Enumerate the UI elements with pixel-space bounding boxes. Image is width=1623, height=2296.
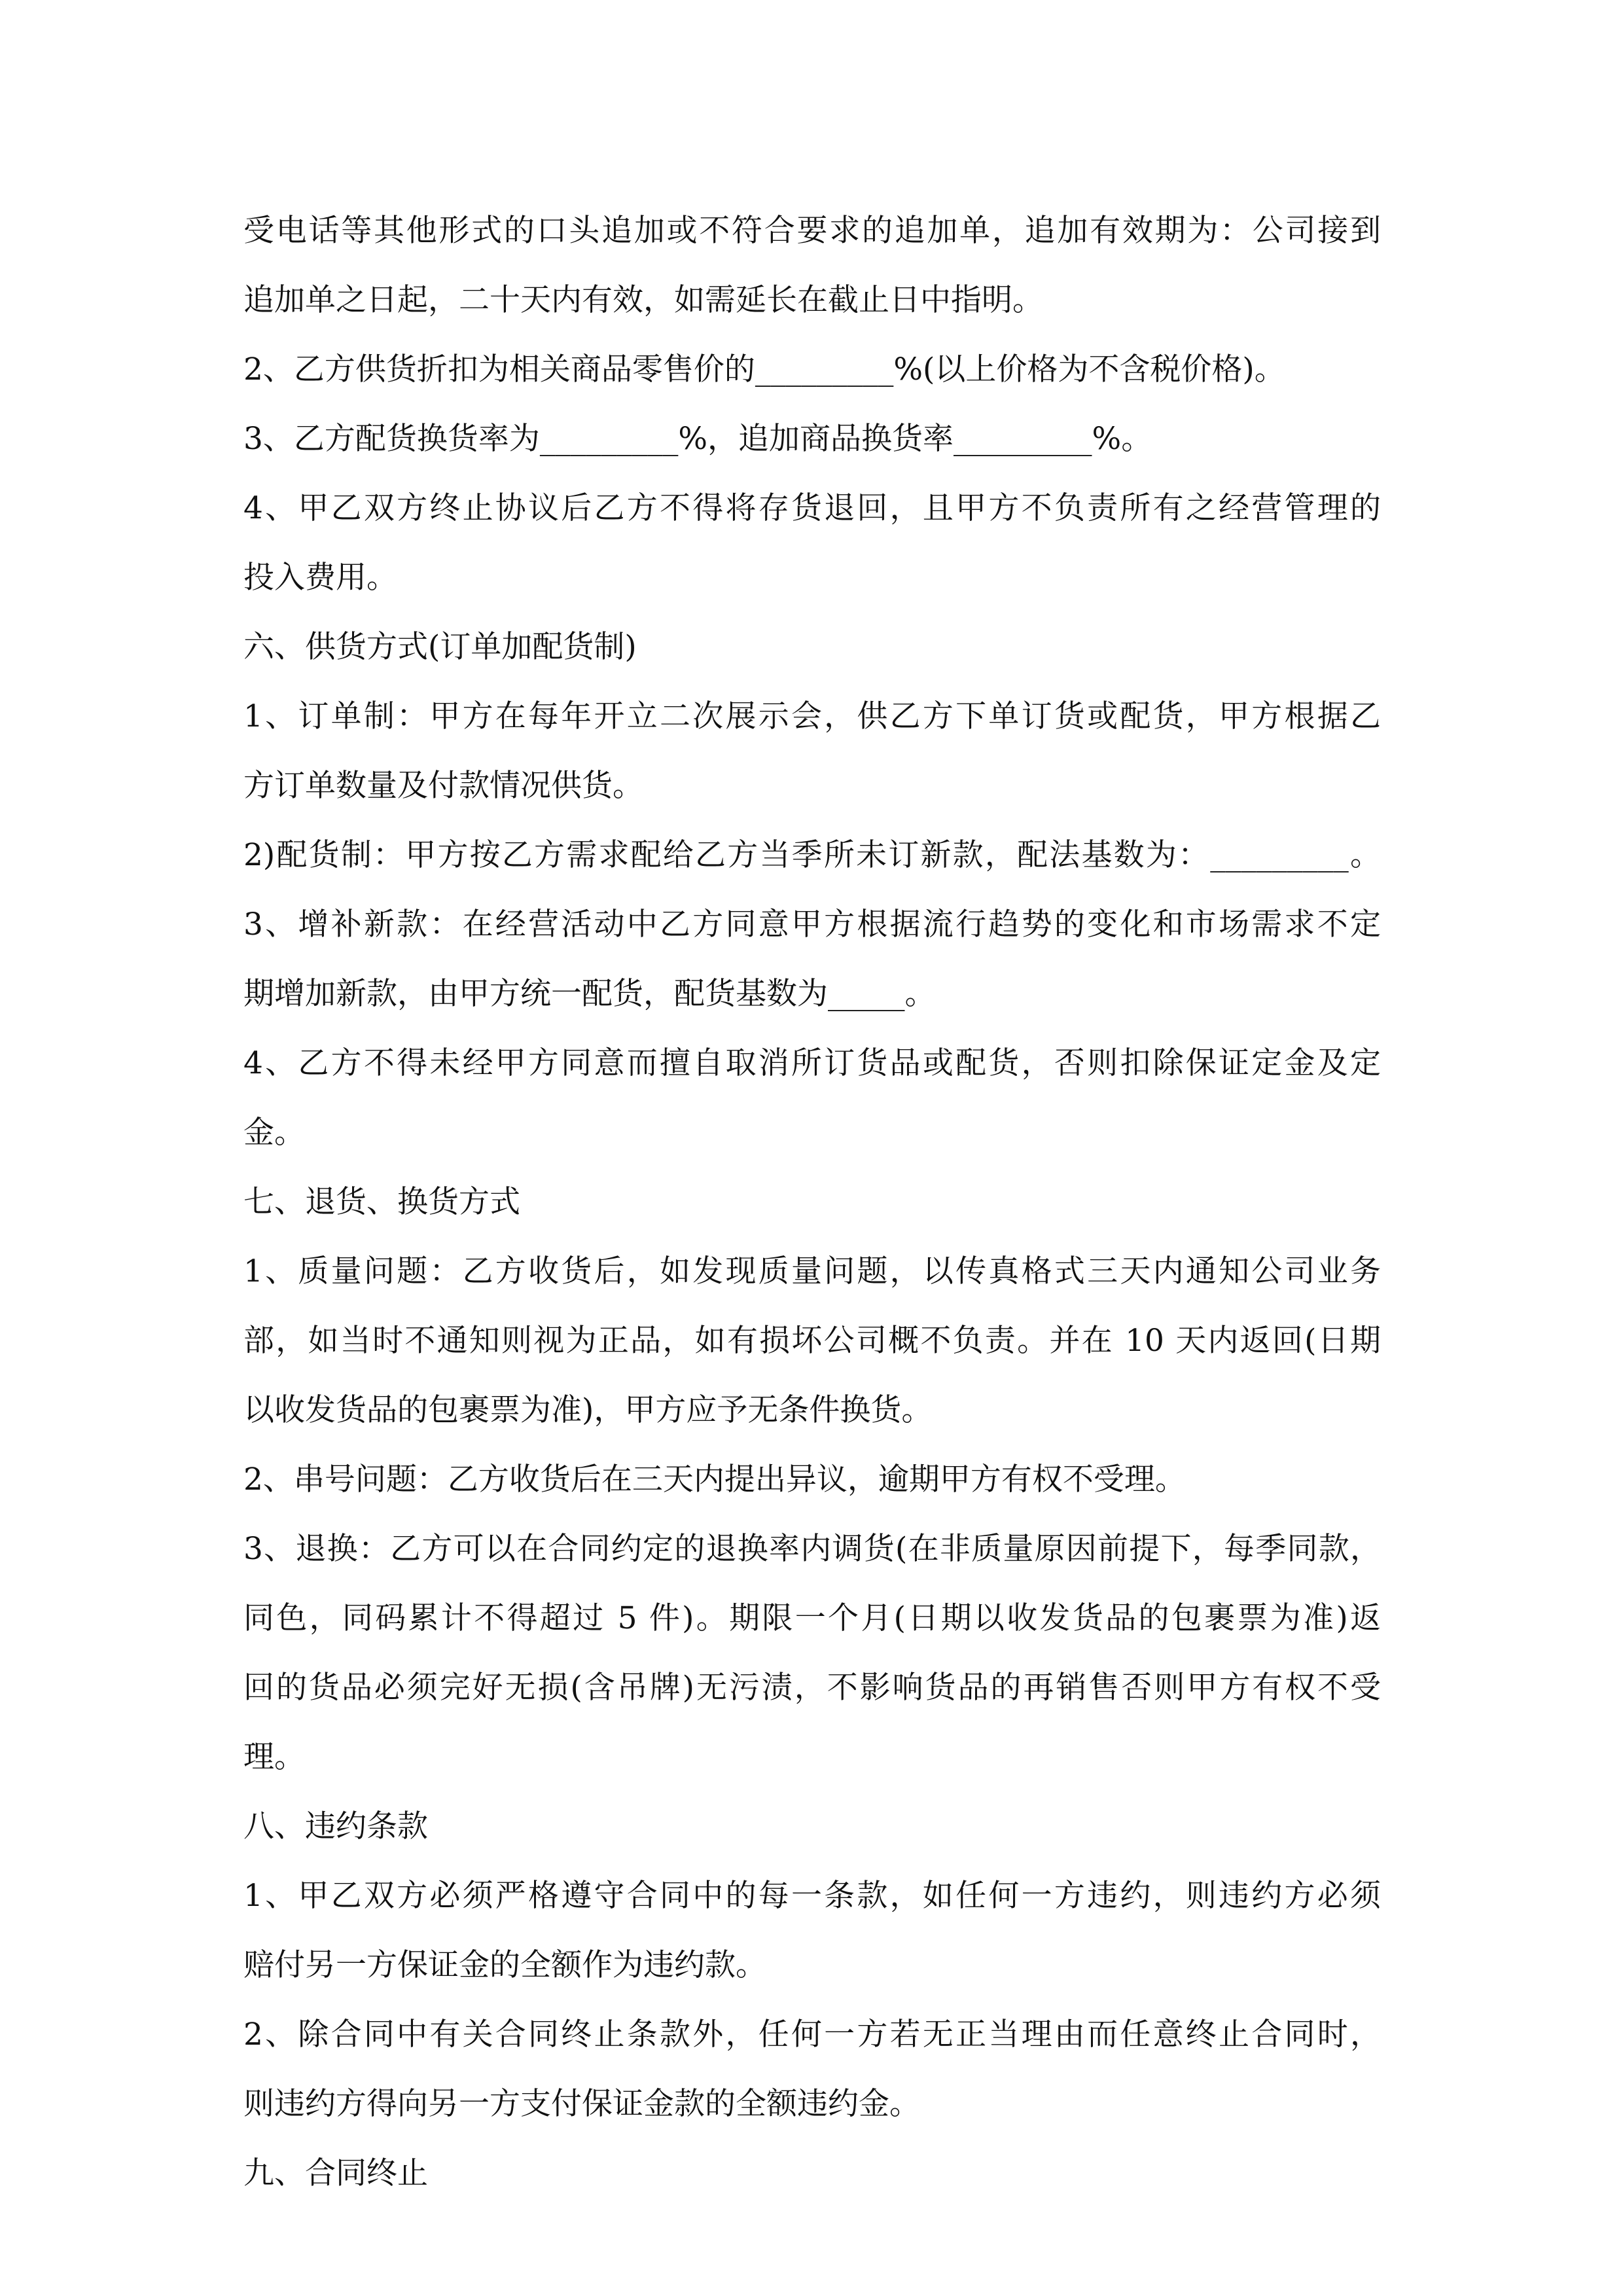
text-line: 1、订单制：甲方在每年开立二次展示会，供乙方下单订货或配货，甲方根据乙	[243, 698, 1381, 734]
text-line: 同色，同码累计不得超过 5 件)。期限一个月(日期以收发货品的包裹票为准)返	[243, 1600, 1381, 1636]
text-line: 赔付另一方保证金的全额作为违约款。	[243, 1947, 766, 1983]
text-line: 2)配货制：甲方按乙方需求配给乙方当季所未订新款，配法基数为：_________。	[243, 837, 1381, 873]
text-line: 投入费用。	[243, 560, 397, 596]
section-heading: 八、违约条款	[243, 1808, 428, 1844]
text-line: 3、增补新款：在经营活动中乙方同意甲方根据流行趋势的变化和市场需求不定	[243, 906, 1381, 942]
text-line: 则违约方得向另一方支付保证金款的全额违约金。	[243, 2086, 920, 2122]
text-line: 3、乙方配货换货率为_________%，追加商品换货率_________%。	[243, 421, 1152, 457]
text-line: 3、退换：乙方可以在合同约定的退换率内调货(在非质量原因前提下，每季同款，	[243, 1531, 1381, 1567]
section-heading: 七、退货、换货方式	[243, 1184, 520, 1220]
section-heading: 六、供货方式(订单加配货制)	[243, 629, 637, 665]
text-line: 1、质量问题：乙方收货后，如发现质量问题，以传真格式三天内通知公司业务	[243, 1253, 1381, 1289]
section-heading: 九、合同终止	[243, 2155, 428, 2191]
text-line: 4、甲乙双方终止协议后乙方不得将存货退回，且甲方不负责所有之经营管理的	[243, 490, 1381, 526]
text-line: 金。	[243, 1115, 305, 1151]
text-line: 2、乙方供货折扣为相关商品零售价的_________%(以上价格为不含税价格)。	[243, 351, 1285, 387]
text-line: 追加单之日起，二十天内有效，如需延长在截止日中指明。	[243, 282, 1043, 318]
document-body	[243, 196, 1381, 2208]
text-line: 回的货品必须完好无损(含吊牌)无污渍，不影响货品的再销售否则甲方有权不受	[243, 1670, 1381, 1706]
text-line: 以收发货品的包裹票为准)，甲方应予无条件换货。	[243, 1392, 933, 1428]
text-line: 1、甲乙双方必须严格遵守合同中的每一条款，如任何一方违约，则违约方必须	[243, 1878, 1381, 1914]
text-line: 受电话等其他形式的口头追加或不符合要求的追加单，追加有效期为：公司接到	[243, 213, 1381, 249]
text-line: 理。	[243, 1739, 305, 1775]
text-line: 4、乙方不得未经甲方同意而擅自取消所订货品或配货，否则扣除保证定金及定	[243, 1045, 1381, 1081]
text-line: 2、除合同中有关合同终止条款外，任何一方若无正当理由而任意终止合同时，	[243, 2017, 1381, 2053]
text-line: 2、串号问题：乙方收货后在三天内提出异议，逾期甲方有权不受理。	[243, 1462, 1186, 1498]
text-line: 期增加新款，由甲方统一配货，配货基数为_____。	[243, 976, 936, 1012]
text-line: 方订单数量及付款情况供货。	[243, 768, 643, 804]
text-line: 部，如当时不通知则视为正品，如有损坏公司概不负责。并在 10 天内返回(日期	[243, 1323, 1381, 1359]
